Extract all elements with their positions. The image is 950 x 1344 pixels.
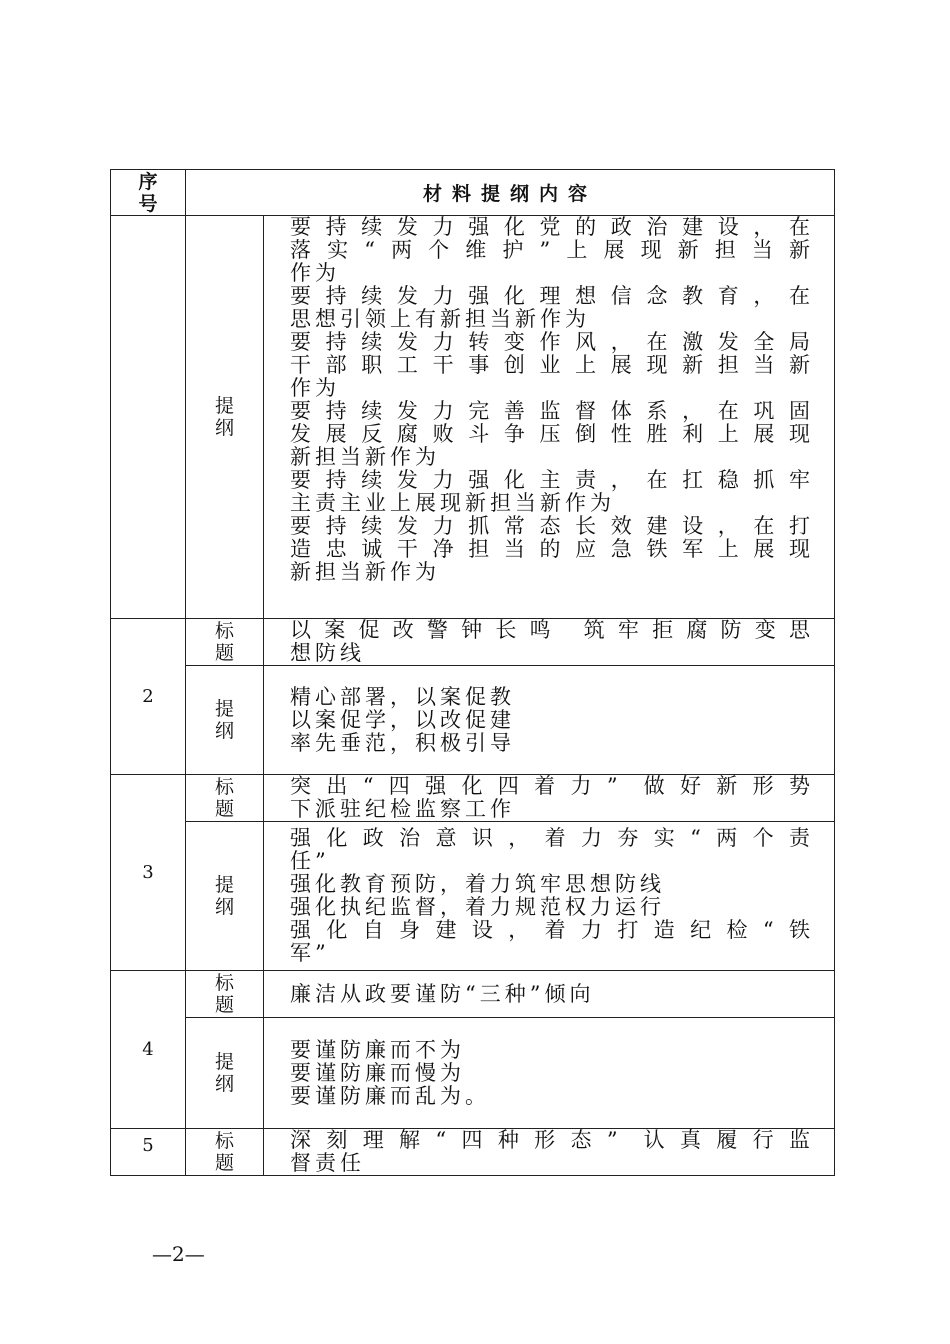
outline-line: 强化政治意识，着力夯实“两个责 [290, 826, 815, 850]
outline-line: 发展反腐败斗争压倒性胜利上展现 [290, 422, 815, 446]
title-line: 廉洁从政要谨防“三种”倾向 [290, 981, 595, 1006]
outline-line: 强化执纪监督，着力规范权力运行 [290, 895, 665, 919]
title-line: 突出“四强化四着力” 做好新形势 [290, 774, 815, 798]
table-row [111, 971, 835, 1018]
outline-line: 作为 [290, 376, 340, 400]
title-line: 督责任 [290, 1151, 365, 1175]
title-line: 想防线 [290, 641, 365, 665]
outline-label: 提纲 [214, 1051, 234, 1095]
outline-line: 要持续发力强化理想信念教育，在 [290, 284, 815, 308]
row-number: 2 [142, 686, 154, 707]
row-number-cell [111, 775, 186, 971]
title-label: 标题 [214, 1130, 234, 1174]
header-content-label: 材料提纲内容 [423, 183, 598, 205]
outline-label: 提纲 [214, 874, 234, 918]
table-row [111, 1018, 835, 1129]
outline-line: 造忠诚干净担当的应急铁军上展现 [290, 537, 815, 561]
outline-line: 主责主业上展现新担当新作为 [290, 491, 615, 515]
outline-line: 要持续发力完善监督体系，在巩固 [290, 399, 815, 423]
row-number: 5 [142, 1135, 154, 1156]
outline-label: 提纲 [214, 395, 234, 439]
title-line: 深刻理解“四种形态” 认真履行监 [290, 1128, 815, 1152]
row-number-cell [111, 216, 186, 619]
row-type-cell [186, 666, 264, 775]
outline-content-cell [264, 1018, 835, 1129]
row-type-cell [186, 775, 264, 822]
outline-content-cell [264, 822, 835, 971]
title-label: 标题 [214, 972, 234, 1016]
outline-line: 新担当新作为 [290, 560, 440, 584]
outline-line: 要持续发力强化主责，在扛稳抓牢 [290, 468, 815, 492]
outline-line: 强化教育预防，着力筑牢思想防线 [290, 872, 665, 896]
title-label: 标题 [214, 776, 234, 820]
table-row [111, 216, 835, 619]
row-type-cell [186, 216, 264, 619]
outline-line: 新担当新作为 [290, 445, 440, 469]
outline-content-cell [264, 666, 835, 775]
title-label: 标题 [214, 620, 234, 664]
outline-line: 任” [290, 849, 330, 873]
title-content-cell [264, 971, 835, 1018]
outline-line: 要持续发力强化党的政治建设，在 [290, 215, 815, 239]
page-number: —2— [152, 1242, 205, 1266]
outline-line: 思想引领上有新担当新作为 [290, 307, 590, 331]
outline-line: 强化自身建设，着力打造纪检“铁 [290, 918, 815, 942]
outline-line: 要谨防廉而乱为。 [290, 1083, 490, 1108]
row-type-cell [186, 619, 264, 666]
outline-line: 干部职工干事创业上展现新担当新 [290, 353, 815, 377]
title-line: 下派驻纪检监察工作 [290, 797, 515, 821]
outline-line: 军” [290, 941, 330, 965]
outline-line: 要谨防廉而慢为 [290, 1060, 465, 1085]
header-number-cell [111, 170, 186, 216]
title-content-cell [264, 775, 835, 822]
row-number-cell [111, 971, 186, 1129]
row-type-cell [186, 822, 264, 971]
table-row [111, 1129, 835, 1176]
table-row [111, 775, 835, 822]
row-number: 3 [142, 862, 154, 883]
row-type-cell [186, 971, 264, 1018]
outline-line: 要持续发力转变作风，在激发全局 [290, 330, 815, 354]
row-type-cell [186, 1018, 264, 1129]
table-row [111, 822, 835, 971]
title-content-cell [264, 1129, 835, 1176]
title-content-cell [264, 619, 835, 666]
row-type-cell [186, 1129, 264, 1176]
outline-table [110, 169, 835, 1176]
title-line: 以案促改警钟长鸣 筑牢拒腐防变思 [290, 618, 815, 642]
outline-line: 要持续发力抓常态长效建设，在打 [290, 514, 815, 538]
outline-label: 提纲 [214, 698, 234, 742]
outline-line: 率先垂范，积极引导 [290, 730, 515, 755]
header-content-cell [186, 170, 835, 216]
outline-line: 落实“两个维护”上展现新担当新 [290, 238, 815, 262]
table-row [111, 619, 835, 666]
table-row [111, 666, 835, 775]
outline-line: 以案促学，以改促建 [290, 707, 515, 732]
table-header-row [111, 170, 835, 216]
row-number-cell [111, 1129, 186, 1176]
row-number: 4 [142, 1039, 154, 1060]
row-number-cell [111, 619, 186, 775]
outline-line: 要谨防廉而不为 [290, 1037, 465, 1062]
header-number-label: 序号 [138, 170, 158, 215]
outline-content-cell [264, 216, 835, 619]
outline-line: 精心部署，以案促教 [290, 684, 515, 709]
outline-line: 作为 [290, 261, 340, 285]
